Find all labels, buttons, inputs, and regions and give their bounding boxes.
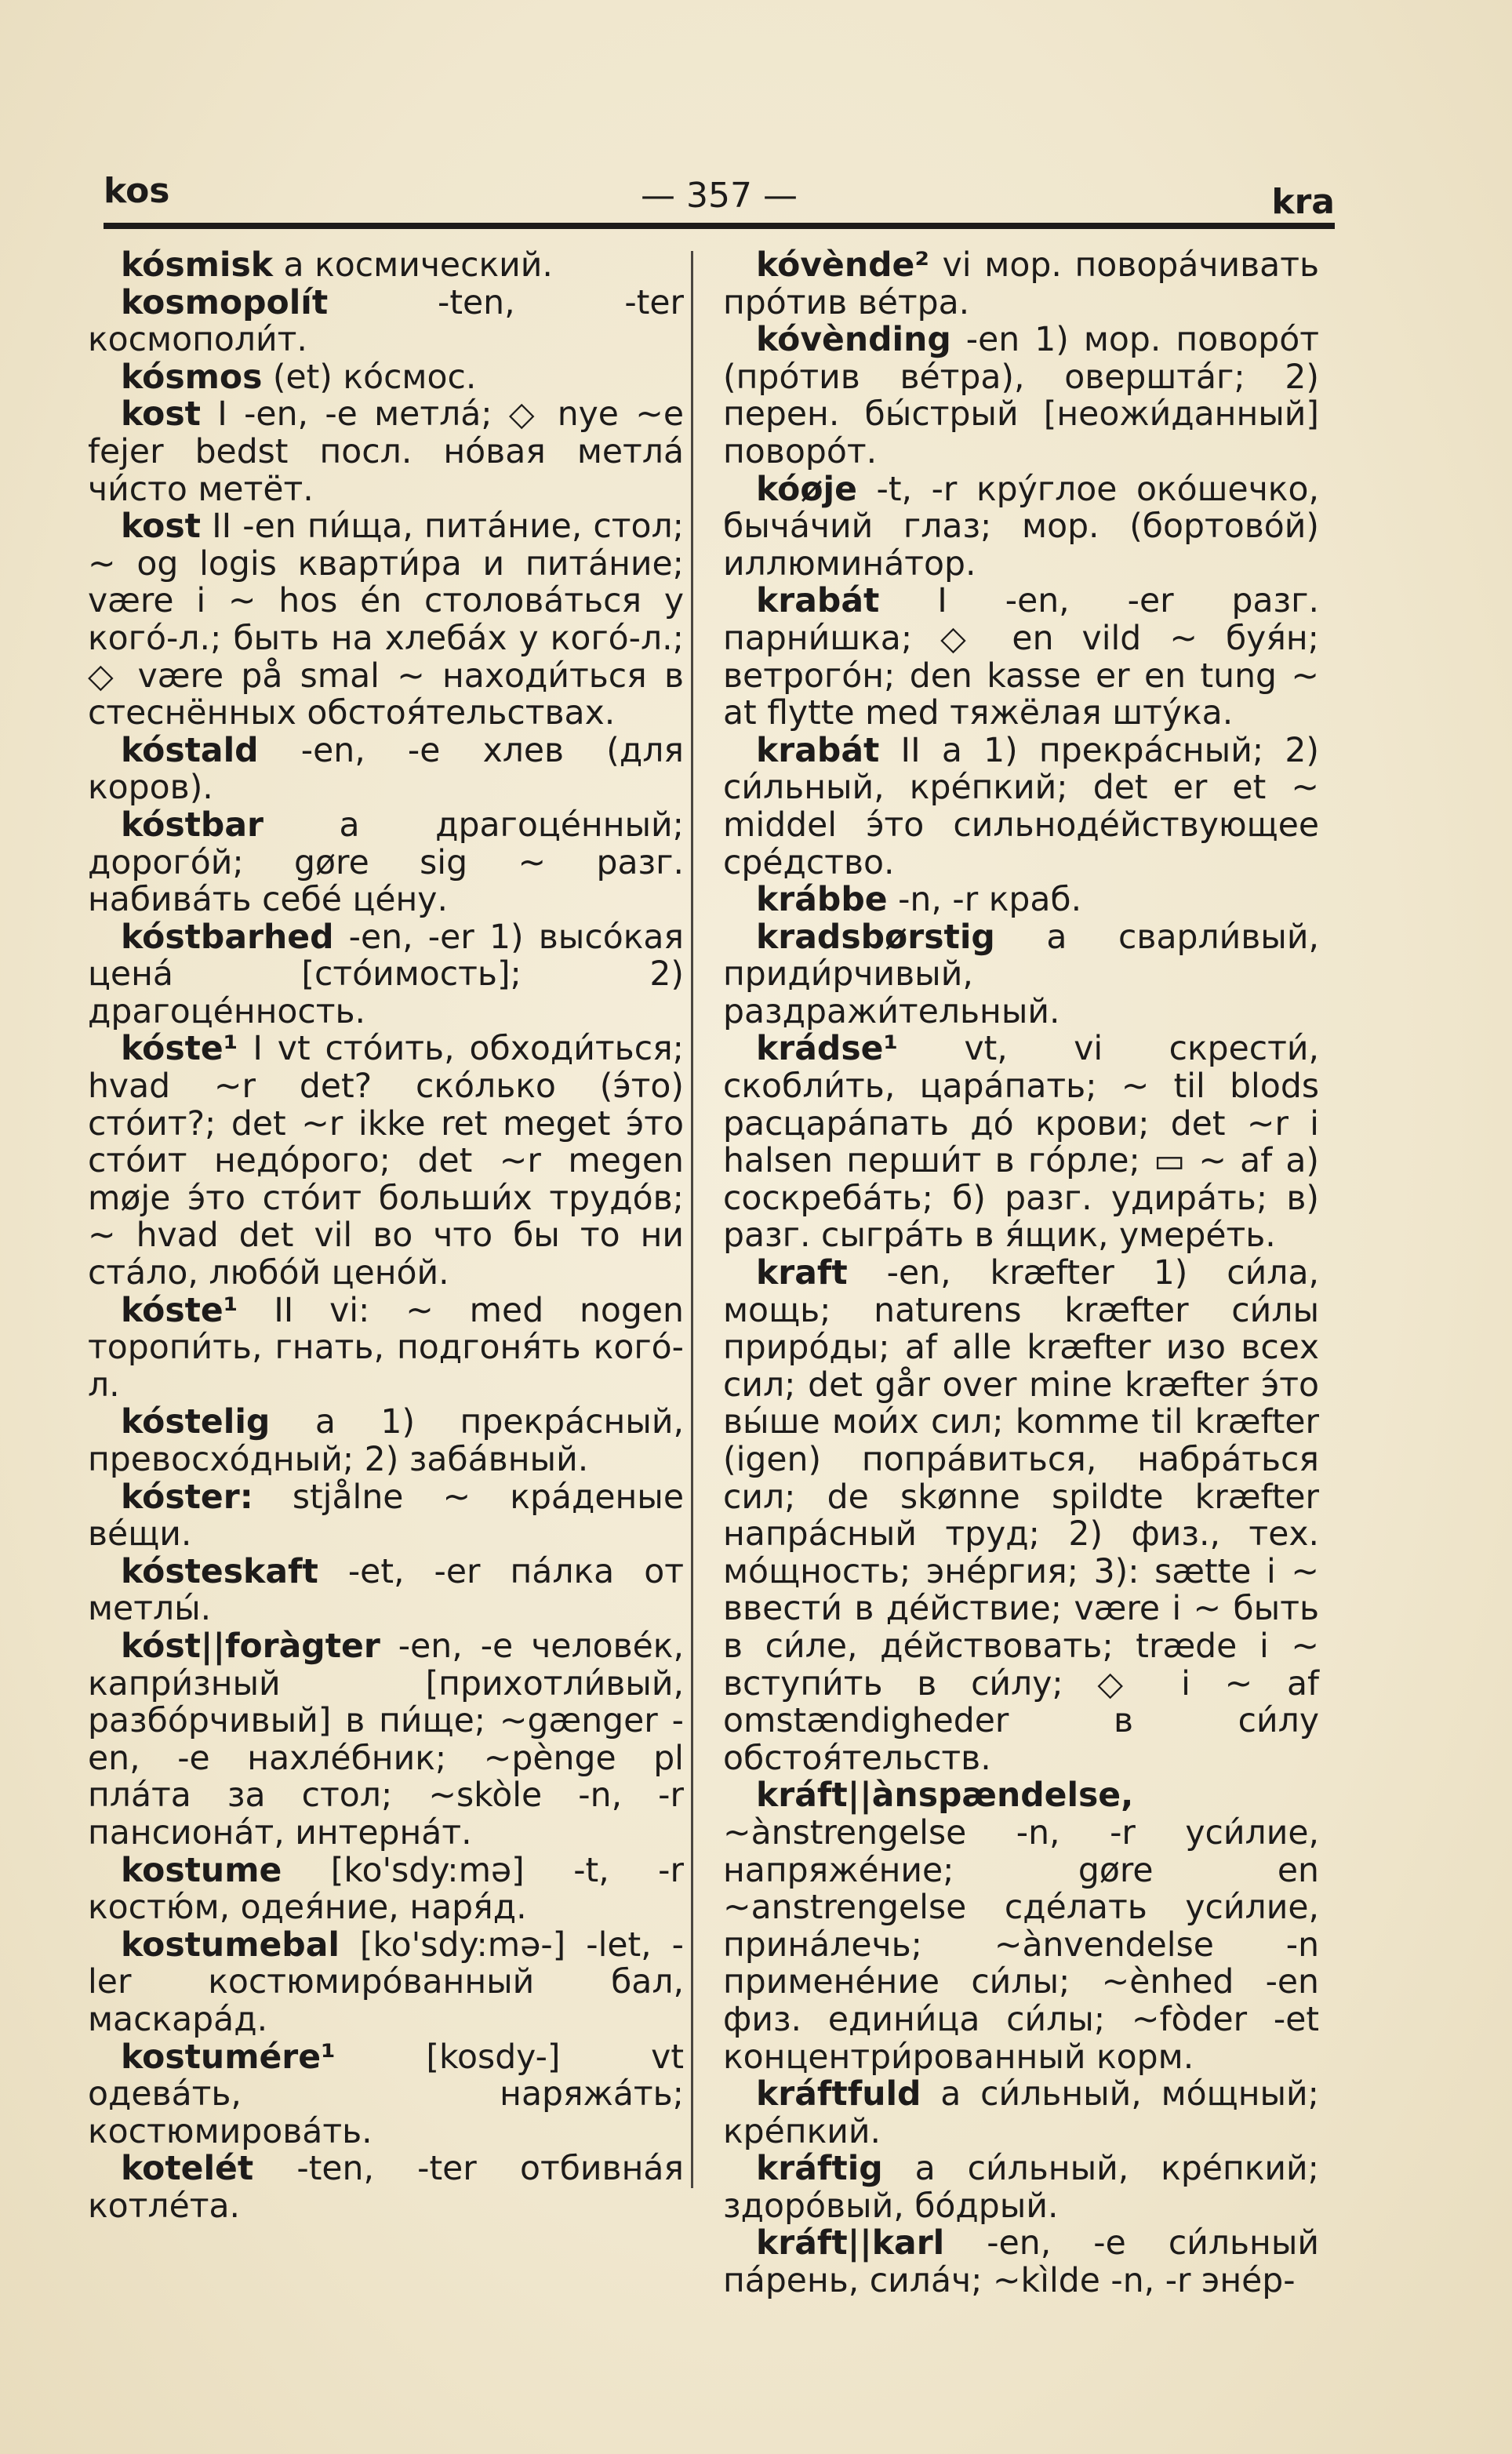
dictionary-entry: [88, 396, 684, 508]
entry-definition: -en, -e челове́к, капри́зный [прихотли́вый, разбо́рчивый] в пи́ще; ~gænger -en, -e нахле́бник; ~pènge pl пла́та за стол; ~skòle -n, -r пансиона́т, интерна́т.: [88, 1627, 684, 1852]
entry-definition: -ten, -ter космополи́т.: [88, 283, 684, 360]
dictionary-entry: [88, 508, 684, 733]
dictionary-entry: [88, 807, 684, 919]
entry-headword: kóvènding: [756, 321, 951, 360]
entry-headword: krádse¹: [756, 1030, 899, 1069]
entry-definition: I vt сто́ить, обходи́ться; hvad ~r det? ско́лько (э́то) сто́ит?; det ~r ikke ret meget э́то сто́ит недо́рого; det ~r megen møje э́то сто́ит больши́х трудо́в; ~ hvad det vil во что бы то ни ста́ло, любо́й цено́й.: [88, 1030, 684, 1293]
entry-headword: kost: [121, 507, 201, 547]
entry-definition: -en, -er 1) высо́кая цена́ [сто́имость]; 2) драгоце́нность.: [88, 918, 684, 1031]
entry-headword: kóste¹: [121, 1291, 238, 1330]
entry-definition: II vi: ~ med nogen торопи́ть, гнать, подгоня́ть кого́-л.: [88, 1291, 684, 1405]
entry-definition: [kosdy-] vt одева́ть, наряжа́ть; костюмирова́ть.: [88, 2038, 684, 2151]
entry-definition: а си́льный, мо́щный; кре́пкий.: [723, 2075, 1319, 2151]
dictionary-entry: [723, 247, 1319, 322]
header-rule: [104, 223, 1335, 229]
column-divider: [691, 251, 693, 2188]
dictionary-entry: [88, 1927, 684, 2039]
entry-headword: kósmos: [121, 358, 263, 397]
entry-headword: kósmisk: [121, 246, 274, 285]
dictionary-entry: [723, 322, 1319, 471]
entry-headword: kósteskaft: [121, 1552, 318, 1591]
entry-definition: -en 1) мор. поворо́т (про́тив ве́тра), овершта́г; 2) перен. бы́стрый [неожи́данный] поворо́т.: [723, 321, 1319, 471]
dictionary-entry: [88, 1292, 684, 1405]
entry-definition: -en, kræfter 1) си́ла, мощь; naturens kræfter си́лы приро́ды; af alle kræfter изо всех сил; det går over mine kræfter э́то вы́ше мои́х сил; komme til kræfter (igen) попра́виться, набра́ться сил; de skønne spildte kræfter напра́сный труд; 2) физ., тех. мо́щность; эне́ргия; 3): sætte i ~ ввести́ в де́йствие; være i ~ быть в си́ле, де́йствовать; træde i ~ вступи́ть в си́лу; ◇ i ~ af omstændigheder в си́лу обстоя́тельств.: [723, 1254, 1319, 1778]
entry-headword: kráft||karl: [756, 2224, 945, 2263]
dictionary-entry: [723, 2150, 1319, 2225]
entry-definition: а драгоце́нный; дорого́й; gøre sig ~ разг. набива́ть себе́ це́ну.: [88, 805, 684, 920]
entry-definition: I -en, -er разг. парни́шка; ◇ en vild ~ буя́н; ветрого́н; den kasse er en tung ~ at flytte med тяжёлая шту́ка.: [723, 582, 1319, 733]
entry-headword: kotelét: [121, 2150, 254, 2189]
entry-headword: kraft: [756, 1254, 848, 1293]
entry-headword: kostumére¹: [121, 2038, 336, 2077]
dictionary-entry: [88, 1404, 684, 1478]
entry-headword: kóvènde²: [756, 246, 929, 285]
entry-definition: vt, vi скрести́, скобли́ть, цара́пать; ~ til blods расцара́пать до́ крови; det ~r i halsen перши́т в го́рле; ▭ ~ af а) соскреба́ть; б) разг. удира́ть; в) разг. сыгра́ть в я́щик, умере́ть.: [723, 1030, 1319, 1256]
header-right-guideword: kra: [1271, 182, 1335, 222]
right-column: [723, 247, 1319, 2300]
dictionary-entry: [723, 882, 1319, 919]
entry-definition: II а 1) прекра́сный; 2) си́льный, кре́пкий; det er et ~ middel э́то сильноде́йствующее сре́дство.: [723, 731, 1319, 882]
entry-definition: -en, -e хлев (для коров).: [88, 731, 684, 808]
entry-definition: [ko'sdy:mə] -t, -r костю́м, одея́ние, наря́д.: [88, 1851, 684, 1928]
entry-headword: kóstbarhed: [121, 918, 334, 957]
dictionary-entry: [723, 1031, 1319, 1255]
entry-headword: krábbe: [756, 881, 888, 920]
dictionary-entry: [88, 247, 684, 285]
dictionary-entry: [88, 359, 684, 397]
entry-definition: II -en пи́ща, пита́ние, стол; ~ og logis кварти́ра и пита́ние; være i ~ hos én столова́ться у кого́-л.; быть на хлеба́х у кого́-л.; ◇ være på smal ~ находи́ться в стеснённых обстоя́тельствах.: [88, 507, 684, 733]
entry-headword: kóstelig: [121, 1403, 271, 1442]
dictionary-entry: [88, 1031, 684, 1292]
dictionary-entry: [88, 919, 684, 1031]
entry-definition: -et, -er па́лка от метлы́.: [88, 1552, 684, 1629]
dictionary-entry: [88, 2150, 684, 2225]
dictionary-entry: [723, 919, 1319, 1031]
entry-headword: kráft||ànspændelse,: [756, 1776, 1134, 1816]
entry-definition: ~ànstrengelse -n, -r уси́лие, напряже́ние; gøre en ~anstrengelse сде́лать уси́лие, прина́лечь; ~ànvendelse -n примене́ние си́лы; ~ènhed -en физ. едини́ца си́лы; ~fòder -et концентри́рованный корм.: [723, 1813, 1319, 2077]
entry-definition: а сварли́вый, приди́рчивый, раздражи́тельный.: [723, 918, 1319, 1031]
entry-definition: -t, -r кру́глое око́шечко, быча́чий глаз; мор. (бортово́й) иллюмина́тор.: [723, 470, 1319, 584]
entry-headword: kradsbørstig: [756, 918, 995, 957]
page-number: — 357 —: [641, 176, 798, 216]
entry-headword: kóøje: [756, 470, 857, 509]
entry-headword: kóstbar: [121, 805, 264, 845]
dictionary-entry: [88, 2039, 684, 2151]
entry-definition: vi мор. повора́чивать про́тив ве́тра.: [723, 246, 1319, 322]
entry-definition: (et) ко́смос.: [262, 358, 477, 397]
entry-headword: kostume: [121, 1851, 282, 1890]
dictionary-entry: [88, 1628, 684, 1852]
dictionary-entry: [88, 1554, 684, 1628]
dictionary-entry: [723, 2225, 1319, 2299]
entry-headword: kosmopolít: [121, 283, 329, 322]
page-header: [104, 168, 1335, 222]
dictionary-entry: [723, 2076, 1319, 2150]
entry-definition: -en, -e си́льный па́рень, сила́ч; ~kìlde -n, -r эне́р-: [723, 2224, 1319, 2301]
entry-headword: kost: [121, 395, 201, 434]
entry-headword: kráftig: [756, 2150, 883, 2189]
entry-headword: kráftfuld: [756, 2075, 921, 2114]
dictionary-entry: [723, 1777, 1319, 2076]
entry-definition: -ten, -ter отбивна́я котле́та.: [88, 2150, 684, 2226]
entry-definition: а космический.: [273, 246, 553, 285]
dictionary-entry: [723, 471, 1319, 584]
dictionary-entry: [88, 1479, 684, 1554]
dictionary-entry: [723, 583, 1319, 732]
dictionary-entry: [88, 733, 684, 807]
dictionary-entry: [723, 1255, 1319, 1777]
entry-headword: kóster:: [121, 1478, 253, 1517]
entry-definition: [ko'sdy:mə-] -let, -ler костюмиро́ванный бал, маскара́д.: [88, 1925, 684, 2039]
left-column: [88, 247, 684, 2225]
entry-headword: krabát: [756, 582, 880, 621]
entry-definition: -n, -r краб.: [887, 881, 1082, 920]
entry-headword: kóstald: [121, 731, 259, 770]
entry-definition: а си́льный, кре́пкий; здоро́вый, бо́дрый.: [723, 2150, 1319, 2226]
entry-definition: I -en, -e метла́; ◇ nye ~e fejer bedst посл. но́вая метла́ чи́сто метёт.: [88, 395, 684, 509]
dictionary-entry: [88, 285, 684, 359]
header-left-guideword: kos: [104, 171, 170, 211]
entry-definition: stjålne ~ кра́деные ве́щи.: [88, 1478, 684, 1554]
entry-headword: kostumebal: [121, 1925, 340, 1965]
dictionary-entry: [88, 1852, 684, 1927]
entry-definition: а 1) прекра́сный, превосхо́дный; 2) заба́вный.: [88, 1403, 684, 1479]
entry-headword: krabát: [756, 731, 880, 770]
dictionary-entry: [723, 733, 1319, 882]
entry-headword: kóst||foràgter: [121, 1627, 380, 1666]
entry-headword: kóste¹: [121, 1030, 238, 1069]
